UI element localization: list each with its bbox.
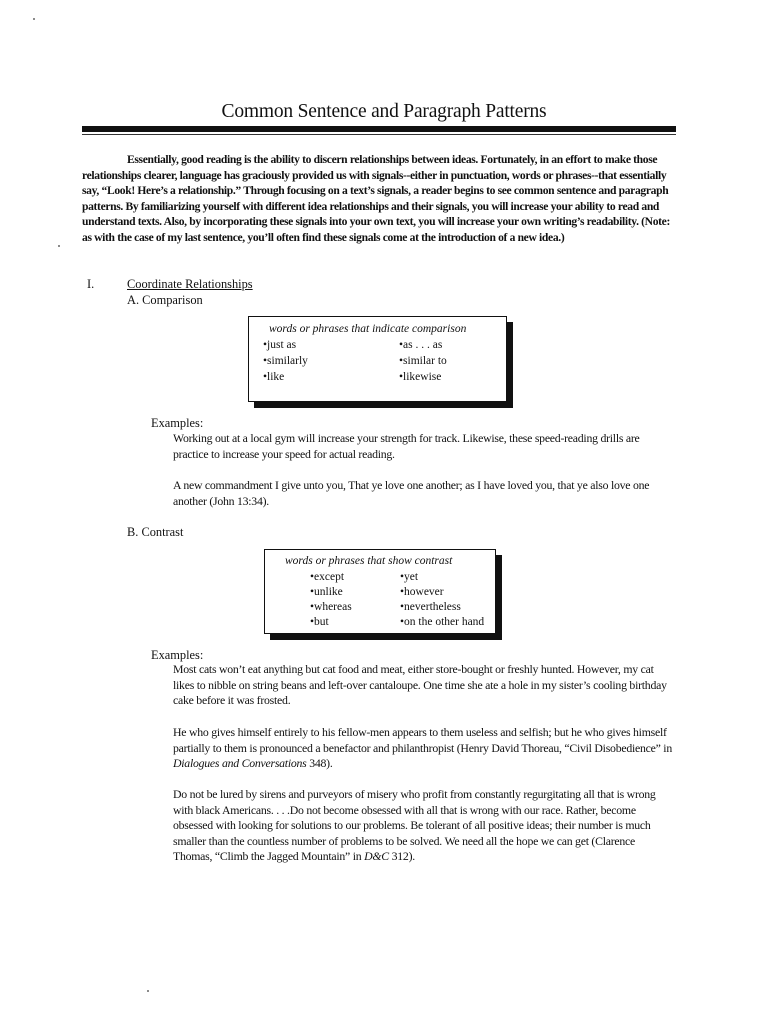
intro-paragraph: Essentially, good reading is the ability to discern relationships between ideas. Fortunately, in an effort to make those relationships clearer, language has graciously provided us with signals--either in punctuation, words or phrases--that essentially say, “Look! Here’s a relationship.” Through focusing on a text’s signals, a reader begins to see common sentence and paragraph patterns. By familiarizing yourself with different idea relationships and their signals, you will increase your ability to read and understand texts. Also, by incorporating these signals into your own text, you will increase your own writing’s readability. (Note: as with the case of my last sentence, you’ll often find these signals come at the introduction of a new idea.) (82, 153, 670, 244)
comparison-signal-box (248, 316, 507, 402)
section-numeral: I. (87, 277, 95, 291)
examples-label: Examples: (151, 648, 204, 662)
book-title: Dialogues and Conversations (173, 756, 307, 771)
contrast-example: Most cats won’t eat anything but cat food and meat, either store-bought or freshly hunted. However, my cat likes to nibble on string beans and left-over cantaloupe. One time she ate a hole in my sister’s cooling birthday cake before it was frosted. (173, 662, 667, 708)
contrast-signal-box (264, 549, 496, 634)
example-text: 348). (306, 756, 333, 771)
contrast-word: •except (310, 571, 345, 583)
contrast-word: •however (400, 586, 444, 598)
scan-speck (147, 990, 149, 992)
comparison-word: •just as (263, 339, 297, 351)
example-text: He who gives himself entirely to his fellow-men appears to them useless and selfish; but he who gives himself partially to them is pronounced a benefactor and philanthropist (Henry David Thoreau, “Civil Disobedience” in (173, 725, 672, 755)
subsection-heading-contrast: B. Contrast (127, 525, 184, 539)
contrast-example-thoreau (173, 725, 673, 772)
contrast-word: •whereas (310, 601, 352, 613)
contrast-word: •nevertheless (400, 601, 461, 613)
scan-speck (33, 18, 35, 20)
example-text: 312). (388, 849, 415, 864)
contrast-word: •unlike (310, 586, 343, 598)
example-text: Do not be lured by sirens and purveyors of misery who profit from constantly regurgitating all that is wrong with black Americans. . . .Do not become obsessed with all that is wrong with our race. Rather, become obsessed with looking for solutions to our problems. Be tolerant of all positive ideas; their number is much smaller than the countless number of problems to be solved. We need all the hope we can get (Clarence Thomas, “Climb the Jagged Mountain” in (173, 787, 656, 864)
title-rule-thin (82, 134, 676, 135)
page-title: Common Sentence and Paragraph Patterns (221, 101, 547, 122)
comparison-word: •similarly (263, 355, 308, 367)
comparison-example: A new commandment I give unto you, That ye love one another; as I have loved you, that ye also love one another (John 13:34). (173, 478, 650, 508)
comparison-word: •like (263, 371, 285, 383)
section-heading: Coordinate Relationships (127, 277, 253, 291)
comparison-box-caption: words or phrases that indicate comparison (269, 323, 467, 335)
title-rule-thick (82, 126, 676, 132)
comparison-word: •likewise (399, 371, 442, 383)
contrast-example-thomas (173, 787, 673, 865)
book-title: D&C (364, 849, 389, 864)
contrast-box-caption: words or phrases that show contrast (285, 555, 453, 567)
comparison-example: Working out at a local gym will increase your strength for track. Likewise, these speed-reading drills are practice to increase your speed for actual reading. (173, 431, 640, 461)
scan-speck (58, 245, 60, 247)
examples-label: Examples: (151, 416, 204, 430)
contrast-word: •yet (400, 571, 419, 583)
contrast-word: •on the other hand (400, 616, 485, 628)
contrast-word: •but (310, 616, 329, 628)
comparison-word: •as . . . as (399, 339, 443, 351)
subsection-heading-comparison: A. Comparison (127, 293, 203, 307)
comparison-word: •similar to (399, 355, 447, 367)
